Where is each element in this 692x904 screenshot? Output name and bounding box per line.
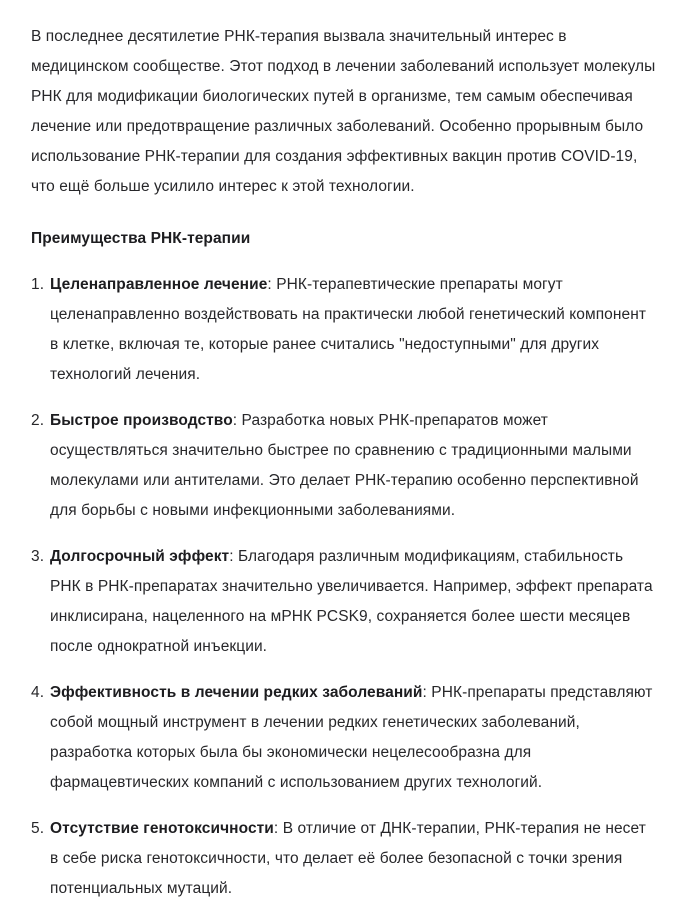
intro-paragraph: В последнее десятилетие РНК-терапия вызвала значительный интерес в медицинском сообществе. Этот подход в лечении заболеваний использует молекулы РНК для модификации биологических путей в организме, тем самым обеспечивая лечение или предотвращение различных заболеваний. Особенно прорывным было использование РНК-терапии для создания эффективных вакцин против COVID-19, что ещё больше усилило интерес к этой технологии.: [31, 28, 656, 195]
list-item-term: Долгосрочный эффект: [50, 548, 230, 565]
list-item-separator: :: [273, 820, 283, 837]
list-item-separator: :: [422, 684, 432, 701]
list-item: [31, 542, 656, 662]
list-item-body: Благодаря различным модификациям, стабильность РНК в РНК-препаратах значительно увеличивается. Например, эффект препарата инклисирана, нацеленного на мРНК PCSK9, сохраняется более шести месяцев после однократной инъекции.: [50, 548, 653, 655]
list-item-marker: 3.: [31, 548, 45, 565]
list-item-separator: :: [232, 412, 242, 429]
list-item-separator: :: [229, 548, 238, 565]
section-heading: Преимущества РНК-терапии: [31, 230, 251, 247]
list-item: [31, 270, 656, 390]
list-item-term: Быстрое производство: [50, 412, 233, 429]
list-item-body: Разработка новых РНК-препаратов может осуществляться значительно быстрее по сравнению с традиционными малыми молекулами или антителами. Это делает РНК-терапию особенно перспективной для борьбы с новыми инфекционными заболеваниями.: [50, 412, 639, 519]
list-item-marker: 4.: [31, 684, 45, 701]
list-item-body: РНК-терапевтические препараты могут целенаправленно воздействовать на практически любой генетический компонент в клетке, включая те, которые ранее считались "недоступными" для других технологий лечения.: [50, 276, 647, 383]
list-item-term: Отсутствие генотоксичности: [50, 820, 274, 837]
list-item-marker: 2.: [31, 412, 45, 429]
list-item-separator: :: [267, 276, 277, 293]
list-item-body: РНК-препараты представляют собой мощный инструмент в лечении редких генетических заболеваний, разработка которых была бы экономически нецелесообразна для фармацевтических компаний с использованием других технологий.: [50, 684, 653, 791]
list-item-term: Эффективность в лечении редких заболеваний: [50, 684, 423, 701]
list-item-marker: 1.: [31, 276, 45, 293]
list-item: [31, 406, 656, 526]
benefits-list: [31, 270, 656, 904]
list-item: [31, 678, 656, 798]
list-item-body: В отличие от ДНК-терапии, РНК-терапия не несет в себе риска генотоксичности, что делает её более безопасной с точки зрения потенциальных мутаций.: [50, 820, 646, 897]
list-item-term: Целенаправленное лечение: [50, 276, 268, 293]
list-item: [31, 814, 656, 904]
list-item-marker: 5.: [31, 820, 45, 837]
